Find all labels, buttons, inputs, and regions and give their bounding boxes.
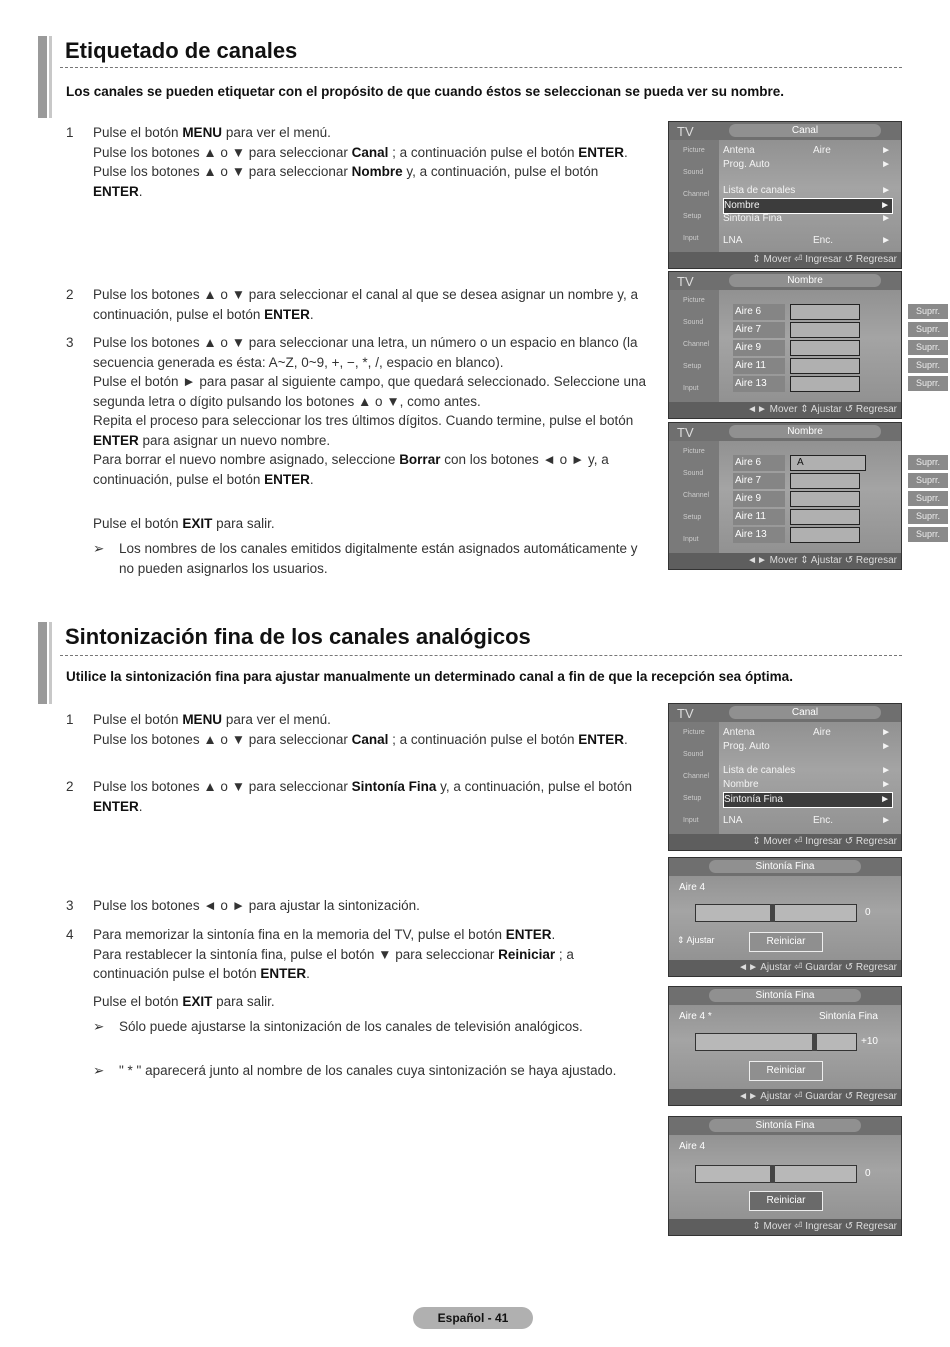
fine-tune-slider [695, 904, 857, 922]
section-subtitle: Utilice la sintonización fina para ajustar manualmente un determinado canal a fin de que la recepción sea óptima. [66, 669, 793, 684]
step-number: 3 [66, 335, 74, 350]
osd-row-selected: Nombre ► [723, 198, 893, 214]
osd-side-item: Sound [683, 169, 704, 176]
note-arrow-icon: ➢ [93, 1019, 105, 1034]
step-2 [66, 777, 646, 816]
step-number: 2 [66, 287, 74, 302]
note-arrow-icon: ➢ [93, 1063, 105, 1078]
osd-channel-row: Aire 9 Suprr. [733, 491, 863, 508]
osd-row: Antena Aire ► [723, 145, 891, 156]
step-number: 1 [66, 712, 74, 727]
section-title: Etiquetado de canales [65, 38, 298, 63]
step-text: Pulse los botones ▲ o ▼ para seleccionar una letra, un número o un espacio en blanco (la secuencia generada es ésta: A~Z, 0~9, +, −, *, /, espacio en blanco). [93, 335, 638, 370]
osd-channel-row: Aire 6 Suprr. [733, 304, 863, 321]
tv-osd-canal-menu [668, 121, 902, 269]
osd-title: Sintonía Fina [709, 1119, 861, 1132]
osd-title: Canal [729, 124, 881, 137]
osd-side-item: Channel [683, 191, 710, 198]
osd-footer: ⇕ Mover ⏎ Ingresar ↺ Regresar [669, 1219, 901, 1235]
step-text: Para borrar el nuevo nombre asignado, seleccione Borrar con los botones ◄ o ► y, a continuación, pulse el botón ENTER. [93, 452, 609, 487]
step-text: Pulse el botón MENU para ver el menú. [93, 125, 331, 140]
osd-channel-row: Aire 13 Suprr. [733, 376, 863, 393]
osd-row: LNA Enc. ► [723, 815, 891, 826]
osd-channel-label: Aire 4 * [679, 1011, 712, 1022]
osd-sidebar: Picture Sound Channel Setup Input [669, 722, 719, 834]
section-rule [60, 67, 902, 68]
exit-line: Pulse el botón EXIT para salir. [93, 516, 275, 531]
osd-hint: ⇕ Ajustar [677, 935, 715, 945]
exit-line: Pulse el botón EXIT para salir. [93, 994, 275, 1009]
slider-knob [770, 1165, 775, 1183]
slider-knob [812, 1033, 817, 1051]
reiniciar-button: Reiniciar [749, 932, 823, 952]
step-text: Pulse los botones ▲ o ▼ para seleccionar Canal ; a continuación pulse el botón ENTER. Pulse los botones ▲ o ▼ para seleccionar Nombre y, a continuación, pulse el botón ENTER. [93, 144, 628, 199]
step-text: Pulse el botón ► para pasar al siguiente campo, que quedará seleccionado. Seleccione una segunda letra o dígito pulsando los botones ▲ o ▼, como antes. [93, 374, 646, 409]
step-1 [66, 123, 646, 201]
reiniciar-button: Reiniciar [749, 1061, 823, 1081]
osd-footer: ◄► Ajustar ⏎ Guardar ↺ Regresar [669, 1089, 901, 1105]
osd-channel-row: Aire 9 Suprr. [733, 340, 863, 357]
osd-channel-row: Aire 7 Suprr. [733, 473, 863, 490]
step-4 [66, 925, 646, 984]
section-title: Sintonización fina de los canales analógicos [65, 624, 531, 649]
osd-sidebar [669, 140, 719, 252]
osd-tv-label: TV [677, 425, 694, 440]
osd-title: Nombre [729, 274, 881, 287]
section-marker-bar-light [49, 36, 52, 118]
step-text: Pulse el botón MENU para ver el menú. [93, 712, 331, 727]
step-number: 1 [66, 125, 74, 140]
osd-channel-label: Aire 4 [679, 1141, 706, 1152]
osd-row: Antena Aire ► [723, 727, 891, 738]
tv-osd-sintonia-fina-3 [668, 1116, 902, 1236]
osd-channel-row: Aire 11 Suprr. [733, 358, 863, 375]
osd-row: Prog. Auto ► [723, 741, 891, 752]
osd-row: Lista de canales ► [723, 185, 891, 196]
slider-value: 0 [865, 1168, 871, 1179]
osd-channel-row: Aire 6 A Suprr. [733, 455, 863, 472]
step-3 [66, 896, 646, 916]
osd-title: Sintonía Fina [709, 989, 861, 1002]
fine-tune-slider [695, 1165, 857, 1183]
tv-osd-sintonia-fina-2 [668, 986, 902, 1106]
osd-row-selected: Sintonía Fina ► [723, 792, 893, 808]
tv-osd-nombre [668, 271, 940, 419]
osd-channel-row: Aire 11 Suprr. [733, 509, 863, 526]
slider-knob [770, 904, 775, 922]
step-3 [66, 333, 646, 489]
osd-footer: ◄► Ajustar ⏎ Guardar ↺ Regresar [669, 960, 901, 976]
reiniciar-button: Reiniciar [749, 1191, 823, 1211]
osd-sidebar: Picture Sound Channel Setup Input [669, 290, 719, 402]
osd-side-item: Picture [683, 147, 705, 154]
note: ➢ Sólo puede ajustarse la sintonización de los canales de televisión analógicos. [93, 1017, 638, 1037]
osd-footer: ◄► Mover ⇕ Ajustar ↺ Regresar [669, 402, 901, 418]
osd-sidebar: Picture Sound Channel Setup Input [669, 441, 719, 553]
step-text: Repita el proceso para seleccionar los tres últimos dígitos. Cuando termine, pulse el botón ENTER para asignar un nuevo nombre. [93, 413, 634, 448]
step-text: Para restablecer la sintonía fina, pulse el botón ▼ para seleccionar Reiniciar ; a continuación pulse el botón ENTER. [93, 946, 574, 981]
step-number: 2 [66, 779, 74, 794]
tv-osd-sintonia-fina [668, 857, 902, 977]
tv-osd-nombre-edit [668, 422, 940, 570]
osd-state-label: Sintonía Fina [819, 1011, 878, 1022]
osd-row: Prog. Auto ► [723, 159, 891, 170]
osd-row: Lista de canales ► [723, 765, 891, 776]
page-number: Español - 41 [413, 1307, 533, 1329]
step-text: Para memorizar la sintonía fina en la memoria del TV, pulse el botón ENTER. [93, 927, 556, 942]
osd-title: Nombre [729, 425, 881, 438]
osd-footer: ⇕ Mover ⏎ Ingresar ↺ Regresar [669, 834, 901, 850]
osd-channel-row: Aire 13 Suprr. [733, 527, 863, 544]
step-number: 3 [66, 898, 74, 913]
osd-tv-label: TV [677, 706, 694, 721]
section-marker-bar [38, 36, 47, 118]
note: ➢ " * " aparecerá junto al nombre de los canales cuya sintonización se haya ajustado. [93, 1061, 638, 1081]
note: ➢ Los nombres de los canales emitidos digitalmente están asignados automáticamente y no pueden asignarlos los usuarios. [93, 541, 638, 576]
step-text: Pulse los botones ▲ o ▼ para seleccionar el canal al que se desea asignar un nombre y, a continuación, pulse el botón ENTER. [93, 287, 639, 322]
step-2 [66, 285, 646, 324]
osd-channel-label: Aire 4 [679, 882, 706, 893]
osd-title: Sintonía Fina [709, 860, 861, 873]
step-text: Pulse los botones ◄ o ► para ajustar la sintonización. [93, 898, 420, 913]
section-marker-bar-light [49, 622, 52, 704]
section-rule [60, 655, 902, 656]
osd-footer: ⇕ Mover ⏎ Ingresar ↺ Regresar [669, 252, 901, 268]
step-number: 4 [66, 927, 74, 942]
osd-row: Sintonía Fina ► [723, 213, 891, 224]
osd-footer: ◄► Mover ⇕ Ajustar ↺ Regresar [669, 553, 901, 569]
osd-channel-row: Aire 7 Suprr. [733, 322, 863, 339]
fine-tune-slider [695, 1033, 857, 1051]
osd-tv-label: TV [677, 274, 694, 289]
step-text: Pulse los botones ▲ o ▼ para seleccionar Canal ; a continuación pulse el botón ENTER. [93, 731, 628, 747]
slider-value: +10 [861, 1036, 878, 1047]
step-1 [66, 710, 646, 749]
step-text: Pulse los botones ▲ o ▼ para seleccionar Sintonía Fina y, a continuación, pulse el botón ENTER. [93, 779, 633, 814]
section-marker-bar [38, 622, 47, 704]
section-subtitle: Los canales se pueden etiquetar con el propósito de que cuando éstos se seleccionan se pueda ver su nombre. [66, 84, 784, 99]
osd-side-item: Setup [683, 213, 702, 220]
slider-value: 0 [865, 907, 871, 918]
osd-row: Nombre ► [723, 779, 891, 790]
osd-side-item: Input [683, 235, 699, 242]
osd-row: LNA Enc. ► [723, 235, 891, 246]
tv-osd-canal-menu-2 [668, 703, 902, 851]
note-arrow-icon: ➢ [93, 541, 105, 556]
osd-title: Canal [729, 706, 881, 719]
osd-tv-label: TV [677, 124, 694, 139]
